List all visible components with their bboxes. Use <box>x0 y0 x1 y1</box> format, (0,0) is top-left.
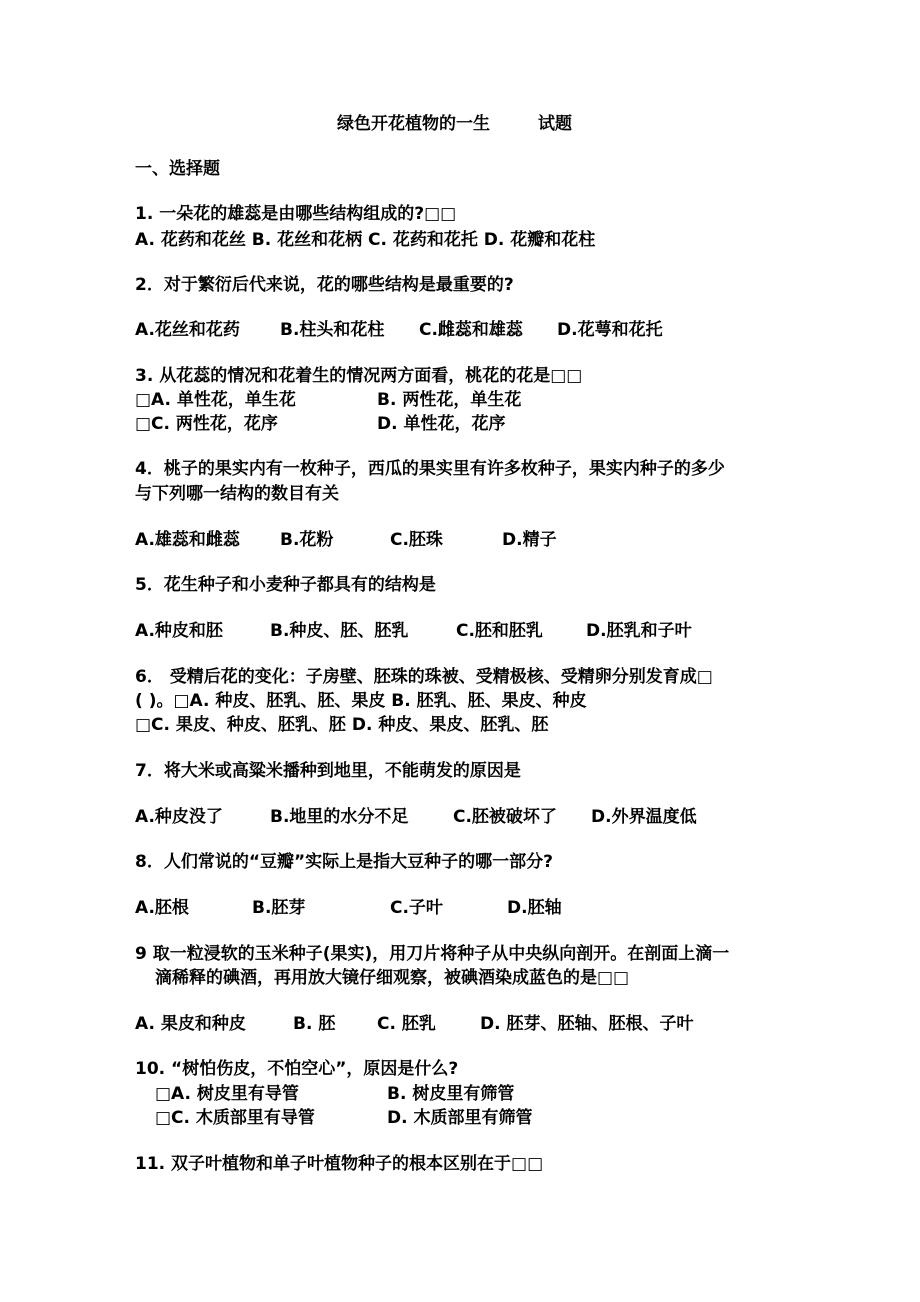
q9-stem-line2: 滴稀释的碘酒，再用放大镜仔细观察，被碘酒染成蓝色的是□□ <box>155 968 630 988</box>
option-a: A.花丝和花药 <box>135 320 240 340</box>
option-d: D.精子 <box>502 530 557 550</box>
option-a: A.种皮没了 <box>135 807 223 827</box>
q7-stem: 7．将大米或高粱米播种到地里，不能萌发的原因是 <box>135 761 521 781</box>
option-d: D.胚轴 <box>507 898 562 918</box>
option-d: D. 单性花，花序 <box>377 414 506 434</box>
option-a: A.胚根 <box>135 898 189 918</box>
q4-stem-line1: 4．桃子的果实内有一枚种子，西瓜的果实里有许多枚种子，果实内种子的多少 <box>135 459 725 479</box>
option-d: D. 木质部里有筛管 <box>387 1108 533 1128</box>
title-suffix: 试题 <box>538 114 572 134</box>
q8-stem: 8．人们常说的“豆瓣”实际上是指大豆种子的哪一部分? <box>135 852 554 872</box>
option-b: B.地里的水分不足 <box>270 807 409 827</box>
q4-stem-line2: 与下列哪一结构的数目有关 <box>135 484 339 504</box>
option-c: C. 胚乳 <box>377 1014 436 1034</box>
q10-stem: 10. “树怕伤皮，不怕空心”，原因是什么? <box>135 1059 459 1079</box>
option-b: B.花粉 <box>280 530 334 550</box>
option-c: □C. 两性花，花序 <box>135 414 278 434</box>
option-b: B.胚芽 <box>252 898 306 918</box>
option-d: D.外界温度低 <box>591 807 697 827</box>
option-a: A. 果皮和种皮 <box>135 1014 246 1034</box>
option-d: D.花萼和花托 <box>557 320 663 340</box>
option-b: B. 胚 <box>293 1014 336 1034</box>
q11-stem: 11. 双子叶植物和单子叶植物种子的根本区别在于□□ <box>135 1154 544 1174</box>
q1-options: A. 花药和花丝 B. 花丝和花柄 C. 花药和花托 D. 花瓣和花柱 <box>135 230 596 250</box>
q6-stem-line2: ( )。□A. 种皮、胚乳、胚、果皮 B. 胚乳、胚、果皮、种皮 <box>135 691 587 711</box>
q9-stem-line1: 9 取一粒浸软的玉米种子(果实)，用刀片将种子从中央纵向剖开。在剖面上滴一 <box>135 944 730 964</box>
page-title <box>337 113 572 135</box>
option-a: □A. 树皮里有导管 <box>155 1084 299 1104</box>
q2-stem: 2．对于繁衍后代来说，花的哪些结构是最重要的? <box>135 275 514 295</box>
q6-stem-line3: □C. 果皮、种皮、胚乳、胚 D. 种皮、果皮、胚乳、胚 <box>135 715 549 735</box>
option-d: D. 胚芽、胚轴、胚根、子叶 <box>480 1014 694 1034</box>
option-b: B. 两性花，单生花 <box>377 390 522 410</box>
option-a: A.雄蕊和雌蕊 <box>135 530 240 550</box>
option-c: C.胚被破坏了 <box>453 807 557 827</box>
option-c: C.雌蕊和雄蕊 <box>419 320 523 340</box>
option-c: □C. 木质部里有导管 <box>155 1108 315 1128</box>
option-b: B.种皮、胚、胚乳 <box>270 621 409 641</box>
option-c: C.胚和胚乳 <box>456 621 543 641</box>
option-c: C.胚珠 <box>390 530 443 550</box>
option-b: B. 树皮里有筛管 <box>387 1084 515 1104</box>
q3-stem: 3. 从花蕊的情况和花着生的情况两方面看，桃花的花是□□ <box>135 366 583 386</box>
option-d: D.胚乳和子叶 <box>586 621 692 641</box>
option-c: C.子叶 <box>390 898 443 918</box>
section-heading: 一、选择题 <box>135 159 220 179</box>
q5-stem: 5．花生种子和小麦种子都具有的结构是 <box>135 575 436 595</box>
option-a: □A. 单性花，单生花 <box>135 390 296 410</box>
option-a: A.种皮和胚 <box>135 621 223 641</box>
q1-stem: 1. 一朵花的雄蕊是由哪些结构组成的?□□ <box>135 204 457 224</box>
q6-stem-line1: 6． 受精后花的变化：子房壁、胚珠的珠被、受精极核、受精卵分别发育成□ <box>135 667 713 687</box>
option-b: B.柱头和花柱 <box>280 320 385 340</box>
title-text: 绿色开花植物的一生 <box>337 114 490 134</box>
